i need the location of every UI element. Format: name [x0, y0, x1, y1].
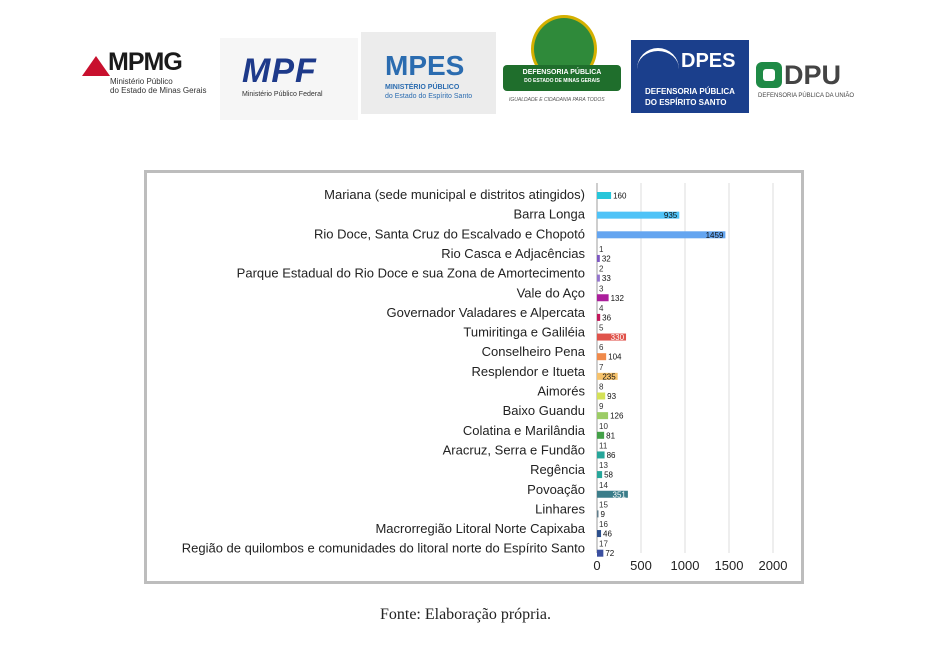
x-tick-label: 1000 [670, 558, 700, 573]
data-label: 72 [605, 549, 615, 559]
bar [597, 353, 606, 360]
category-label: Colatina e Marilândia [462, 422, 585, 438]
region-number-label: 7 [599, 362, 604, 372]
category-label: Governador Valadares e Alpercata [386, 304, 585, 320]
bar [597, 314, 600, 321]
dpu-mark-icon [756, 62, 782, 88]
region-number-label: 15 [599, 500, 608, 510]
data-label: 32 [601, 254, 611, 264]
x-tick-label: 2000 [758, 558, 788, 573]
category-label: Rio Doce, Santa Cruz do Escalvado e Chopotó [314, 226, 585, 242]
data-label: 351 [612, 490, 626, 500]
bar [597, 275, 600, 282]
data-label: 36 [602, 313, 612, 323]
region-number-label: 2 [599, 264, 604, 274]
dpemg-line2: DO ESTADO DE MINAS GERAIS [524, 78, 600, 84]
dpemg-line1: DEFENSORIA PÚBLICA [522, 69, 602, 76]
bar [597, 530, 601, 537]
data-label: 86 [606, 450, 616, 460]
bar [597, 451, 605, 458]
mpes-line2: do Estado do Espírito Santo [385, 93, 473, 100]
bar [597, 294, 609, 301]
dpu-title: DPU [784, 60, 842, 90]
region-number-label: 4 [599, 303, 604, 313]
region-number-label: 11 [599, 441, 608, 451]
dpemg-tagline: IGUALDADE E CIDADANIA PARA TODOS [509, 97, 605, 103]
region-number-label: 14 [599, 480, 608, 490]
category-label: Conselheiro Pena [481, 344, 585, 360]
data-label: 1459 [705, 230, 724, 240]
data-label: 46 [603, 529, 612, 539]
region-number-label: 6 [599, 343, 604, 353]
dpes-line1: DEFENSORIA PÚBLICA [645, 87, 735, 96]
category-label: Povoação [527, 481, 585, 497]
category-label: Regência [530, 462, 585, 478]
bar [597, 550, 603, 557]
x-tick-label: 0 [593, 558, 601, 573]
data-label: 160 [613, 191, 627, 201]
logo-strip [0, 10, 931, 120]
category-label: Mariana (sede municipal e distritos atingidos) [324, 187, 585, 202]
category-label: Parque Estadual do Rio Doce e sua Zona de Amortecimento [236, 265, 585, 281]
data-label: 58 [604, 470, 614, 480]
region-number-label: 17 [599, 539, 608, 549]
category-label: Vale do Aço [516, 285, 585, 301]
dpu-logo [756, 60, 866, 100]
mpes-logo [361, 32, 496, 114]
data-label: 330 [610, 333, 625, 343]
category-label: Tumiritinga e Galiléia [463, 324, 585, 340]
mpmg-logo [82, 48, 217, 103]
data-label: 81 [606, 431, 616, 441]
dpes-title: DPES [681, 50, 736, 72]
region-number-label: 10 [599, 421, 608, 431]
bar [597, 412, 608, 419]
mpmg-line1: Ministério Público [110, 77, 173, 86]
mpmg-line2: do Estado de Minas Gerais [110, 86, 207, 95]
mpmg-triangle-icon [82, 56, 110, 76]
mpf-subtitle: Ministério Público Federal [242, 91, 323, 98]
dpemg-logo [503, 15, 623, 115]
dpemg-ribbon [503, 65, 621, 91]
category-label: Região de quilombos e comunidades do litoral norte do Espírito Santo [181, 540, 585, 556]
category-label: Resplendor e Itueta [471, 363, 585, 379]
data-label: 9 [600, 509, 605, 519]
x-tick-label: 1500 [714, 558, 744, 573]
category-label: Baixo Guandu [502, 403, 585, 419]
mpmg-title: MPMG [108, 48, 182, 76]
category-label: Barra Longa [513, 206, 585, 222]
region-number-label: 9 [599, 402, 604, 412]
region-number-label: 8 [599, 382, 604, 392]
bar [597, 192, 611, 199]
data-label: 93 [607, 392, 617, 401]
figure-caption: Fonte: Elaboração própria. [379, 606, 552, 623]
category-label: Rio Casca e Adjacências [441, 245, 585, 261]
mpf-title: MPF [242, 52, 317, 90]
region-number-label: 5 [599, 323, 604, 333]
data-label: 104 [608, 352, 622, 362]
bar [597, 432, 604, 439]
dpu-subtitle: DEFENSORIA PÚBLICA DA UNIÃO [758, 93, 855, 99]
mpes-title: MPES [385, 50, 465, 81]
x-tick-label: 500 [630, 558, 652, 573]
mpes-line1: MINISTÉRIO PÚBLICO [385, 84, 460, 91]
bar [597, 393, 605, 400]
category-label: Aimorés [537, 383, 585, 399]
category-label: Aracruz, Serra e Fundão [442, 442, 585, 458]
region-number-label: 16 [599, 520, 608, 530]
data-label: 132 [610, 293, 624, 303]
region-number-label: 1 [599, 244, 604, 254]
bar [597, 510, 599, 517]
bar [597, 471, 602, 478]
data-label: 126 [610, 411, 624, 421]
dpes-bridge-icon [637, 48, 679, 79]
bar [597, 255, 600, 262]
category-label: Macrorregião Litoral Norte Capixaba [375, 521, 585, 537]
region-number-label: 13 [599, 461, 608, 471]
mpf-logo [220, 38, 358, 120]
dpes-line2: DO ESPÍRITO SANTO [645, 98, 727, 107]
data-label: 33 [601, 274, 611, 284]
data-label: 935 [663, 211, 678, 221]
dpes-logo [631, 40, 749, 113]
region-number-label: 3 [599, 284, 604, 294]
data-label: 235 [602, 372, 616, 382]
bar-chart [147, 173, 801, 581]
chart-frame [144, 170, 804, 584]
category-label: Linhares [535, 501, 585, 517]
